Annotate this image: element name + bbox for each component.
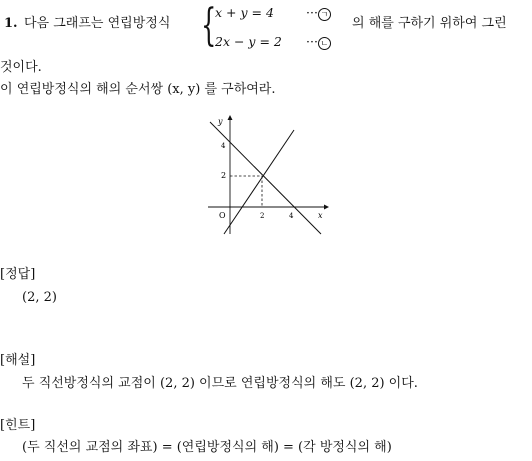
problem-question: 이 연립방정식의 해의 순서쌍 (x, y) 를 구하여라. <box>0 82 276 97</box>
y-axis-arrow <box>228 115 233 120</box>
equation-2: 2x − y = 2 <box>215 34 282 49</box>
equation-2-mark: ··· ㄴ <box>306 34 331 50</box>
problem-tail-text-2: 것이다. <box>0 60 42 75</box>
equation-1: x + y = 4 <box>215 5 274 20</box>
line-x-plus-y-eq-4 <box>210 122 321 234</box>
equation-2-label: ㄴ <box>318 37 331 50</box>
problem-number: 1. <box>4 16 18 31</box>
y-tick-2: 2 <box>221 171 227 180</box>
x-axis-label: x <box>318 211 323 220</box>
hint-header: [힌트] <box>0 418 36 433</box>
y-axis-label: y <box>218 117 223 126</box>
system-brace: { <box>201 0 217 51</box>
x-axis-arrow <box>324 205 329 210</box>
hint-text: (두 직선의 교점의 좌표) = (연립방정식의 해) = (각 방정식의 해) <box>22 440 392 455</box>
graph <box>200 112 340 242</box>
origin-label: O <box>219 211 226 220</box>
x-tick-4: 4 <box>289 212 294 220</box>
answer-header: [정답] <box>0 267 36 282</box>
explanation-text: 두 직선방정식의 교점이 (2, 2) 이므로 연립방정식의 해도 (2, 2) 이다. <box>22 376 418 391</box>
equation-1-mark: ··· ㄱ <box>306 5 331 21</box>
equation-1-label: ㄱ <box>318 8 331 21</box>
problem-lead-text: 다음 그래프는 연립방정식 <box>24 16 171 31</box>
problem-tail-text: 의 해를 구하기 위하여 그린 <box>352 16 507 31</box>
explanation-header: [해설] <box>0 353 36 368</box>
x-tick-2: 2 <box>260 212 265 220</box>
line-2x-minus-y-eq-2 <box>224 130 294 234</box>
answer-value: (2, 2) <box>22 290 57 305</box>
y-tick-4: 4 <box>221 142 226 150</box>
